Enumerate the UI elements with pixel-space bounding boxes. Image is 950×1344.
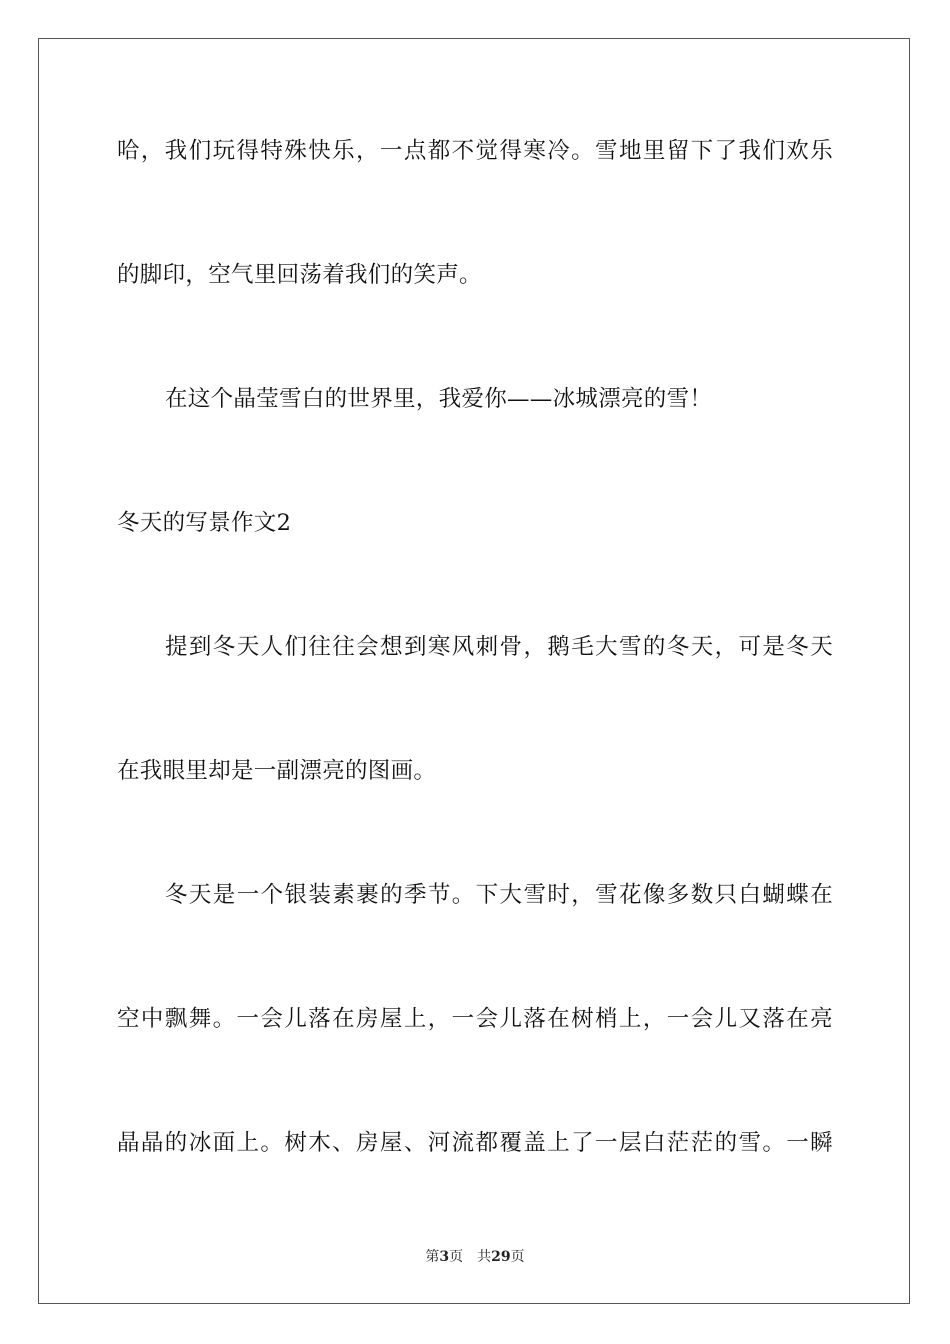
total-pages: 29 <box>491 1249 511 1265</box>
page-prefix: 第 <box>425 1249 440 1265</box>
page-number: 3 <box>439 1249 450 1265</box>
paragraph-line: 哈，我们玩得特殊快乐，一点都不觉得寒冷。雪地里留下了我们欢乐 <box>117 138 833 164</box>
paragraph-line: 晶晶的冰面上。树木、房屋、河流都覆盖上了一层白茫茫的雪。一瞬 <box>117 1130 833 1156</box>
section-heading: 冬天的写景作文2 <box>117 510 292 536</box>
page-footer <box>0 1248 950 1266</box>
paragraph-line: 提到冬天人们往往会想到寒风刺骨，鹅毛大雪的冬天，可是冬天 <box>165 634 833 660</box>
paragraph-line: 在我眼里却是一副漂亮的图画。 <box>117 758 437 784</box>
paragraph-line: 的脚印，空气里回荡着我们的笑声。 <box>117 262 482 288</box>
total-prefix: 共 <box>477 1249 492 1265</box>
page-border <box>38 38 910 1304</box>
paragraph-line: 在这个晶莹雪白的世界里，我爱你——冰城漂亮的雪！ <box>165 386 713 412</box>
page-suffix: 页 <box>449 1249 464 1265</box>
total-suffix: 页 <box>510 1249 525 1265</box>
paragraph-line: 空中飘舞。一会儿落在房屋上，一会儿落在树梢上，一会儿又落在亮 <box>117 1006 833 1032</box>
paragraph-line: 冬天是一个银装素裹的季节。下大雪时，雪花像多数只白蝴蝶在 <box>165 882 833 908</box>
